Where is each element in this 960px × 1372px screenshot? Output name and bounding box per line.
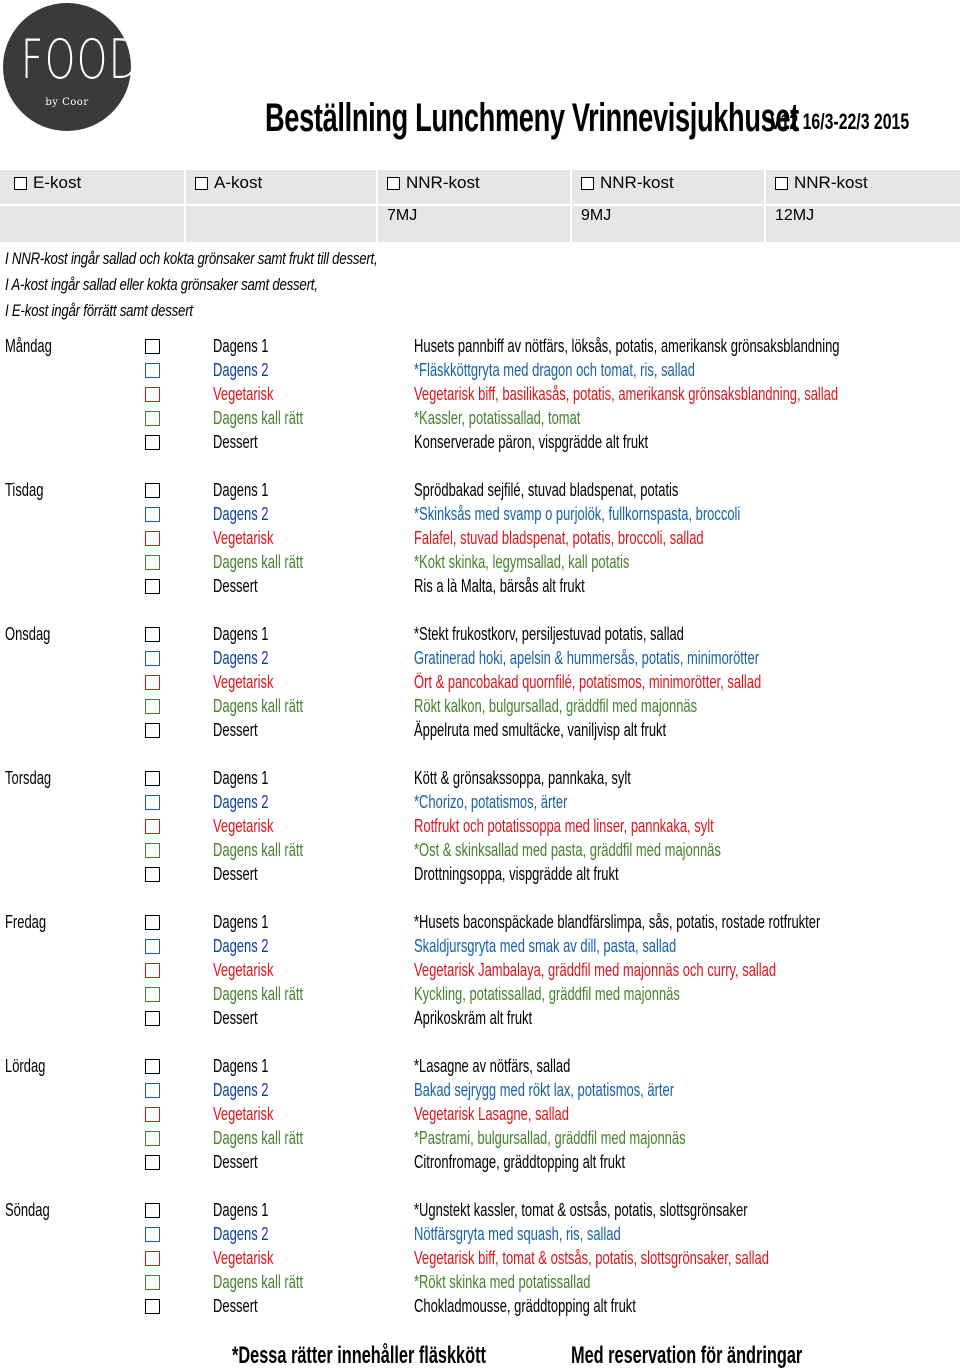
course-label: Dagens kall rätt: [213, 552, 304, 572]
order-checkbox[interactable]: [145, 579, 160, 594]
order-checkbox[interactable]: [145, 507, 160, 522]
kost-mj-7: 7MJ: [387, 207, 418, 224]
order-checkbox[interactable]: [145, 843, 160, 858]
title-main: Beställning Lunchmeny Vrinnevisjukhuset: [265, 96, 799, 140]
course-label: Vegetarisk: [213, 384, 274, 404]
title-week: V12 16/3-22/3 2015: [770, 109, 910, 134]
day-name: Måndag: [5, 336, 52, 356]
kost-option-e[interactable]: [14, 170, 81, 196]
course-label: Dagens 2: [213, 936, 269, 956]
order-checkbox[interactable]: [145, 531, 160, 546]
kost-option-a[interactable]: [195, 170, 262, 196]
kost-label: NNR-kost: [794, 173, 868, 192]
order-checkbox[interactable]: [145, 723, 160, 738]
dish-text: Ris a là Malta, bärsås alt frukt: [414, 576, 585, 596]
order-checkbox[interactable]: [145, 987, 160, 1002]
dish-text: *Skinksås med svamp o purjolök, fullkornspasta, broccoli: [414, 504, 741, 524]
order-checkbox[interactable]: [145, 1131, 160, 1146]
food-by-coor-logo: [3, 3, 141, 131]
day-name: Onsdag: [5, 624, 51, 644]
kost-checkbox[interactable]: [14, 177, 27, 190]
note-line: I E-kost ingår förrätt samt dessert: [5, 301, 193, 320]
menu-row: [0, 1270, 960, 1294]
course-label: Vegetarisk: [213, 672, 274, 692]
order-checkbox[interactable]: [145, 363, 160, 378]
order-checkbox[interactable]: [145, 867, 160, 882]
course-label: Dagens 1: [213, 336, 269, 356]
order-checkbox[interactable]: [145, 387, 160, 402]
course-label: Dagens 1: [213, 1200, 269, 1220]
dish-text: Kött & grönsakssoppa, pannkaka, sylt: [414, 768, 631, 788]
menu-row: [0, 1126, 960, 1150]
course-label: Dagens 1: [213, 912, 269, 932]
menu-row: [0, 382, 960, 406]
menu-row: [0, 718, 960, 742]
order-checkbox[interactable]: [145, 1155, 160, 1170]
order-checkbox[interactable]: [145, 795, 160, 810]
dish-text: *Fläskköttgryta med dragon och tomat, ris, sallad: [414, 360, 695, 380]
dish-text: Konserverade päron, vispgrädde alt frukt: [414, 432, 649, 452]
order-checkbox[interactable]: [145, 1059, 160, 1074]
course-label: Dagens 1: [213, 624, 269, 644]
dish-text: Vegetarisk biff, basilikasås, potatis, amerikansk grönsaksblandning, sallad: [414, 384, 839, 404]
menu-row: [0, 574, 960, 598]
course-label: Dessert: [213, 1152, 258, 1172]
course-label: Dagens kall rätt: [213, 1272, 304, 1292]
order-checkbox[interactable]: [145, 435, 160, 450]
kost-mj-9: 9MJ: [581, 207, 612, 224]
menu-row: [0, 814, 960, 838]
dish-text: Chokladmousse, gräddtopping alt frukt: [414, 1296, 636, 1316]
menu-row: [0, 550, 960, 574]
kost-label: E-kost: [33, 173, 82, 192]
course-label: Dagens 2: [213, 648, 269, 668]
day-name: Söndag: [5, 1200, 50, 1220]
course-label: Vegetarisk: [213, 960, 274, 980]
kost-notes: [5, 246, 605, 324]
menu-row: [0, 790, 960, 814]
menu-row: [0, 910, 960, 934]
kost-checkbox[interactable]: [581, 177, 594, 190]
menu-row: [0, 1222, 960, 1246]
dish-text: Vegetarisk Jambalaya, gräddfil med majonnäs och curry, sallad: [414, 960, 777, 980]
menu-row: [0, 622, 960, 646]
order-checkbox[interactable]: [145, 939, 160, 954]
menu-row: [0, 1054, 960, 1078]
dish-text: *Kassler, potatissallad, tomat: [414, 408, 581, 428]
dish-text: Husets pannbiff av nötfärs, löksås, potatis, amerikansk grönsaksblandning: [414, 336, 840, 356]
course-label: Dagens 2: [213, 1224, 269, 1244]
course-label: Dagens 2: [213, 1080, 269, 1100]
course-label: Dessert: [213, 432, 258, 452]
order-checkbox[interactable]: [145, 339, 160, 354]
course-label: Dessert: [213, 576, 258, 596]
course-label: Dagens kall rätt: [213, 696, 304, 716]
day-name: Lördag: [5, 1056, 46, 1076]
course-label: Dessert: [213, 1296, 258, 1316]
order-checkbox[interactable]: [145, 1227, 160, 1242]
course-label: Dessert: [213, 720, 258, 740]
order-checkbox[interactable]: [145, 483, 160, 498]
course-label: Dagens kall rätt: [213, 408, 304, 428]
dish-text: Kyckling, potatissallad, gräddfil med majonnäs: [414, 984, 680, 1004]
dish-text: *Chorizo, potatismos, ärter: [414, 792, 568, 812]
note-line: I A-kost ingår sallad eller kokta grönsaker samt dessert,: [5, 275, 318, 294]
course-label: Dagens 1: [213, 768, 269, 788]
dish-text: *Lasagne av nötfärs, sallad: [414, 1056, 571, 1076]
dish-text: *Kokt skinka, legymsallad, kall potatis: [414, 552, 630, 572]
kost-checkbox[interactable]: [387, 177, 400, 190]
kost-label: NNR-kost: [406, 173, 480, 192]
dish-text: Aprikoskräm alt frukt: [414, 1008, 533, 1028]
course-label: Vegetarisk: [213, 1248, 274, 1268]
logo-word: FOOD: [20, 28, 141, 91]
footer-pork-note: *Dessa rätter innehåller fläskkött: [232, 1342, 486, 1369]
course-label: Dagens kall rätt: [213, 840, 304, 860]
dish-text: *Ugnstekt kassler, tomat & ostsås, potatis, slottsgrönsaker: [414, 1200, 748, 1220]
menu-row: [0, 1198, 960, 1222]
menu-row: [0, 1246, 960, 1270]
order-checkbox[interactable]: [145, 1107, 160, 1122]
dish-text: Drottningsoppa, vispgrädde alt frukt: [414, 864, 619, 884]
logo-sub: by Coor: [45, 97, 89, 108]
dish-text: Vegetarisk Lasagne, sallad: [414, 1104, 569, 1124]
order-checkbox[interactable]: [145, 819, 160, 834]
order-checkbox[interactable]: [145, 915, 160, 930]
order-checkbox[interactable]: [145, 675, 160, 690]
dish-text: Citronfromage, gräddtopping alt frukt: [414, 1152, 626, 1172]
kost-option-nnr-9[interactable]: [581, 170, 674, 196]
menu-row: [0, 694, 960, 718]
order-checkbox[interactable]: [145, 411, 160, 426]
order-checkbox[interactable]: [145, 1275, 160, 1290]
order-checkbox[interactable]: [145, 651, 160, 666]
kost-label: A-kost: [214, 173, 263, 192]
day-name: Torsdag: [5, 768, 52, 788]
dish-text: Äppelruta med smultäcke, vaniljvisp alt frukt: [414, 720, 667, 740]
kost-checkbox[interactable]: [775, 177, 788, 190]
course-label: Dagens 2: [213, 360, 269, 380]
course-label: Dagens 2: [213, 504, 269, 524]
order-checkbox[interactable]: [145, 627, 160, 642]
order-checkbox[interactable]: [145, 1011, 160, 1026]
menu-row: [0, 670, 960, 694]
dish-text: Rökt kalkon, bulgursallad, gräddfil med majonnäs: [414, 696, 698, 716]
order-checkbox[interactable]: [145, 1203, 160, 1218]
dish-text: *Stekt frukostkorv, persiljestuvad potatis, sallad: [414, 624, 684, 644]
menu-row: [0, 646, 960, 670]
order-checkbox[interactable]: [145, 963, 160, 978]
order-checkbox[interactable]: [145, 1299, 160, 1314]
course-label: Dagens 2: [213, 792, 269, 812]
dish-text: *Ost & skinksallad med pasta, gräddfil med majonnäs: [414, 840, 721, 860]
kost-option-nnr-7[interactable]: [387, 170, 480, 196]
menu-row: [0, 1150, 960, 1174]
dish-text: Bakad sejrygg med rökt lax, potatismos, ärter: [414, 1080, 675, 1100]
menu-row: [0, 958, 960, 982]
order-checkbox[interactable]: [145, 771, 160, 786]
course-label: Dessert: [213, 1008, 258, 1028]
dish-text: Nötfärsgryta med squash, ris, sallad: [414, 1224, 621, 1244]
menu-row: [0, 982, 960, 1006]
menu-row: [0, 1006, 960, 1030]
order-checkbox[interactable]: [145, 555, 160, 570]
footer-reservation: Med reservation för ändringar: [571, 1342, 803, 1369]
day-name: Fredag: [5, 912, 47, 932]
order-checkbox[interactable]: [145, 699, 160, 714]
page-title: [265, 96, 945, 146]
kost-mj-12: 12MJ: [775, 207, 815, 224]
kost-checkbox[interactable]: [195, 177, 208, 190]
order-checkbox[interactable]: [145, 1251, 160, 1266]
course-label: Dagens 1: [213, 1056, 269, 1076]
course-label: Vegetarisk: [213, 1104, 274, 1124]
menu-row: [0, 766, 960, 790]
course-label: Dessert: [213, 864, 258, 884]
dish-text: Vegetarisk biff, tomat & ostsås, potatis, slottsgrönsaker, sallad: [414, 1248, 769, 1268]
dish-text: *Rökt skinka med potatissallad: [414, 1272, 591, 1292]
course-label: Vegetarisk: [213, 816, 274, 836]
dish-text: Ört & pancobakad quornfilé, potatismos, minimorötter, sallad: [414, 672, 762, 692]
dish-text: *Pastrami, bulgursallad, gräddfil med majonnäs: [414, 1128, 686, 1148]
dish-text: Sprödbakad sejfilé, stuvad bladspenat, potatis: [414, 480, 679, 500]
menu-row: [0, 862, 960, 886]
order-checkbox[interactable]: [145, 1083, 160, 1098]
menu-row: [0, 1102, 960, 1126]
dish-text: Falafel, stuvad bladspenat, potatis, broccoli, sallad: [414, 528, 704, 548]
menu-row: [0, 1078, 960, 1102]
menu-row: [0, 334, 960, 358]
day-name: Tisdag: [5, 480, 44, 500]
kost-option-nnr-12[interactable]: [775, 170, 868, 196]
menu-row: [0, 502, 960, 526]
dish-text: Skaldjursgryta med smak av dill, pasta, sallad: [414, 936, 677, 956]
menu-row: [0, 358, 960, 382]
menu-row: [0, 526, 960, 550]
menu-row: [0, 406, 960, 430]
menu-row: [0, 934, 960, 958]
dish-text: Gratinerad hoki, apelsin & hummersås, potatis, minimorötter: [414, 648, 760, 668]
course-label: Dagens kall rätt: [213, 984, 304, 1004]
dish-text: Rotfrukt och potatissoppa med linser, pannkaka, sylt: [414, 816, 714, 836]
course-label: Vegetarisk: [213, 528, 274, 548]
course-label: Dagens kall rätt: [213, 1128, 304, 1148]
menu-row: [0, 430, 960, 454]
kost-label: NNR-kost: [600, 173, 674, 192]
course-label: Dagens 1: [213, 480, 269, 500]
dish-text: *Husets baconspäckade blandfärslimpa, sås, potatis, rostade rotfrukter: [414, 912, 821, 932]
menu-row: [0, 478, 960, 502]
note-line: I NNR-kost ingår sallad och kokta grönsaker samt frukt till dessert,: [5, 249, 378, 268]
menu-row: [0, 838, 960, 862]
menu-row: [0, 1294, 960, 1318]
